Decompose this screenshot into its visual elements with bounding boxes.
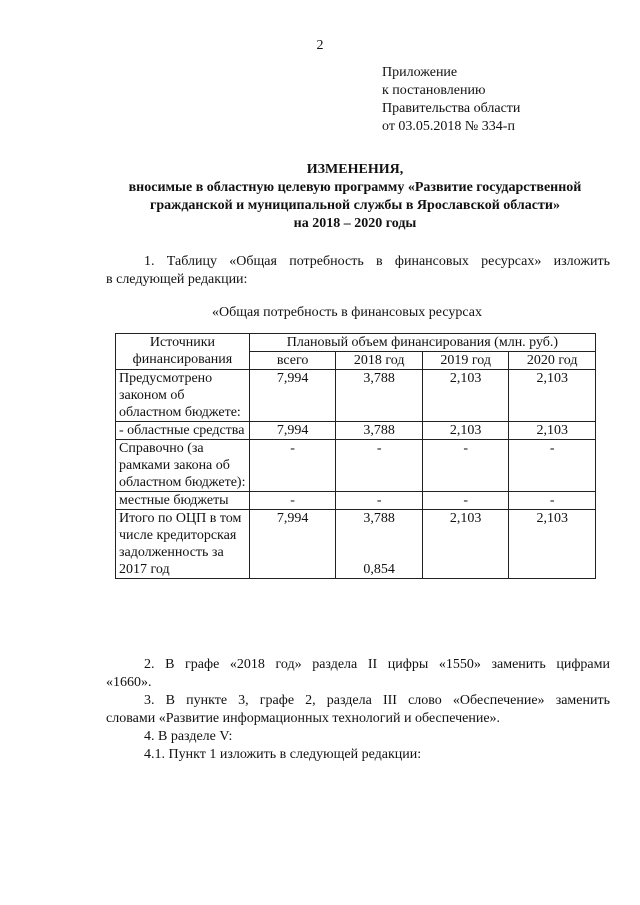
row-label: - областные средства bbox=[116, 422, 250, 440]
cell-2018: 3,788 bbox=[336, 422, 423, 440]
appendix-block bbox=[382, 64, 520, 136]
cell-2019: - bbox=[422, 492, 509, 510]
row-label: местные бюджеты bbox=[116, 492, 250, 510]
paragraph-1 bbox=[106, 253, 610, 289]
appendix-line: Правительства области bbox=[382, 101, 521, 116]
cell-2019: 2,103 bbox=[422, 370, 509, 422]
title-line: вносимые в областную целевую программу «Развитие государственной bbox=[128, 180, 582, 195]
financing-table bbox=[115, 333, 596, 579]
cell-2018-value: 3,788 bbox=[363, 511, 395, 526]
paragraph-line: в следующей редакции: bbox=[106, 272, 248, 287]
cell-total: - bbox=[249, 440, 336, 492]
paragraph-line: словами «Развитие информационных технологий и обеспечение». bbox=[106, 711, 501, 726]
cell-2018 bbox=[336, 510, 423, 579]
cell-2019: - bbox=[422, 440, 509, 492]
cell-2018: 3,788 bbox=[336, 370, 423, 422]
table-row bbox=[116, 370, 596, 422]
table-row bbox=[116, 492, 596, 510]
cell-2020: 2,103 bbox=[509, 422, 596, 440]
appendix-line: к постановлению bbox=[382, 83, 486, 98]
paragraph-2 bbox=[106, 656, 610, 692]
appendix-line: Приложение bbox=[382, 65, 458, 80]
paragraph-line: 3. В пункте 3, графе 2, раздела III слово «Обеспечение» заменить bbox=[144, 693, 610, 708]
paragraph-line: 2. В графе «2018 год» раздела II цифры «1550» заменить цифрами bbox=[144, 657, 610, 672]
cell-2020: 2,103 bbox=[509, 370, 596, 422]
cell-2019: 2,103 bbox=[422, 510, 509, 579]
appendix-line: от 03.05.2018 № 334-п bbox=[382, 119, 515, 134]
cell-2020: 2,103 bbox=[509, 510, 596, 579]
cell-total: 7,994 bbox=[249, 422, 336, 440]
cell-total: - bbox=[249, 492, 336, 510]
paragraph-4: 4. В разделе V: bbox=[144, 729, 233, 744]
table-row bbox=[116, 422, 596, 440]
paragraph-line: 1. Таблицу «Общая потребность в финансовых ресурсах» изложить bbox=[144, 254, 610, 269]
document-title bbox=[88, 161, 622, 233]
cell-2020: - bbox=[509, 440, 596, 492]
header-source: Источники финансирования bbox=[116, 334, 250, 370]
cell-total: 7,994 bbox=[249, 510, 336, 579]
row-label: Предусмотрено законом об областном бюджете: bbox=[116, 370, 250, 422]
header-2020: 2020 год bbox=[509, 352, 596, 370]
title-line: ИЗМЕНЕНИЯ, bbox=[306, 162, 404, 177]
paragraph-3 bbox=[106, 692, 610, 728]
header-2018: 2018 год bbox=[336, 352, 423, 370]
cell-2018: - bbox=[336, 440, 423, 492]
header-2019: 2019 год bbox=[422, 352, 509, 370]
header-total: всего bbox=[249, 352, 336, 370]
table-caption: «Общая потребность в финансовых ресурсах bbox=[212, 305, 482, 320]
cell-2018-debt: 0,854 bbox=[363, 562, 395, 577]
cell-2020: - bbox=[509, 492, 596, 510]
cell-2019: 2,103 bbox=[422, 422, 509, 440]
row-label: Итого по ОЦП в том числе кредиторская задолженность за 2017 год bbox=[116, 510, 250, 579]
table-row bbox=[116, 440, 596, 492]
title-line: гражданской и муниципальной службы в Ярославской области» bbox=[150, 198, 560, 213]
row-label: Справочно (за рамками закона об областном бюджете): bbox=[116, 440, 250, 492]
header-plan: Плановый объем финансирования (млн. руб.) bbox=[249, 334, 595, 352]
paragraph-5: 4.1. Пункт 1 изложить в следующей редакции: bbox=[144, 747, 422, 762]
cell-2018: - bbox=[336, 492, 423, 510]
cell-total: 7,994 bbox=[249, 370, 336, 422]
table-row bbox=[116, 510, 596, 579]
paragraph-line: «1660». bbox=[106, 675, 152, 690]
page-number: 2 bbox=[316, 38, 324, 53]
table-header-row bbox=[116, 334, 596, 352]
title-line: на 2018 – 2020 годы bbox=[293, 216, 417, 231]
